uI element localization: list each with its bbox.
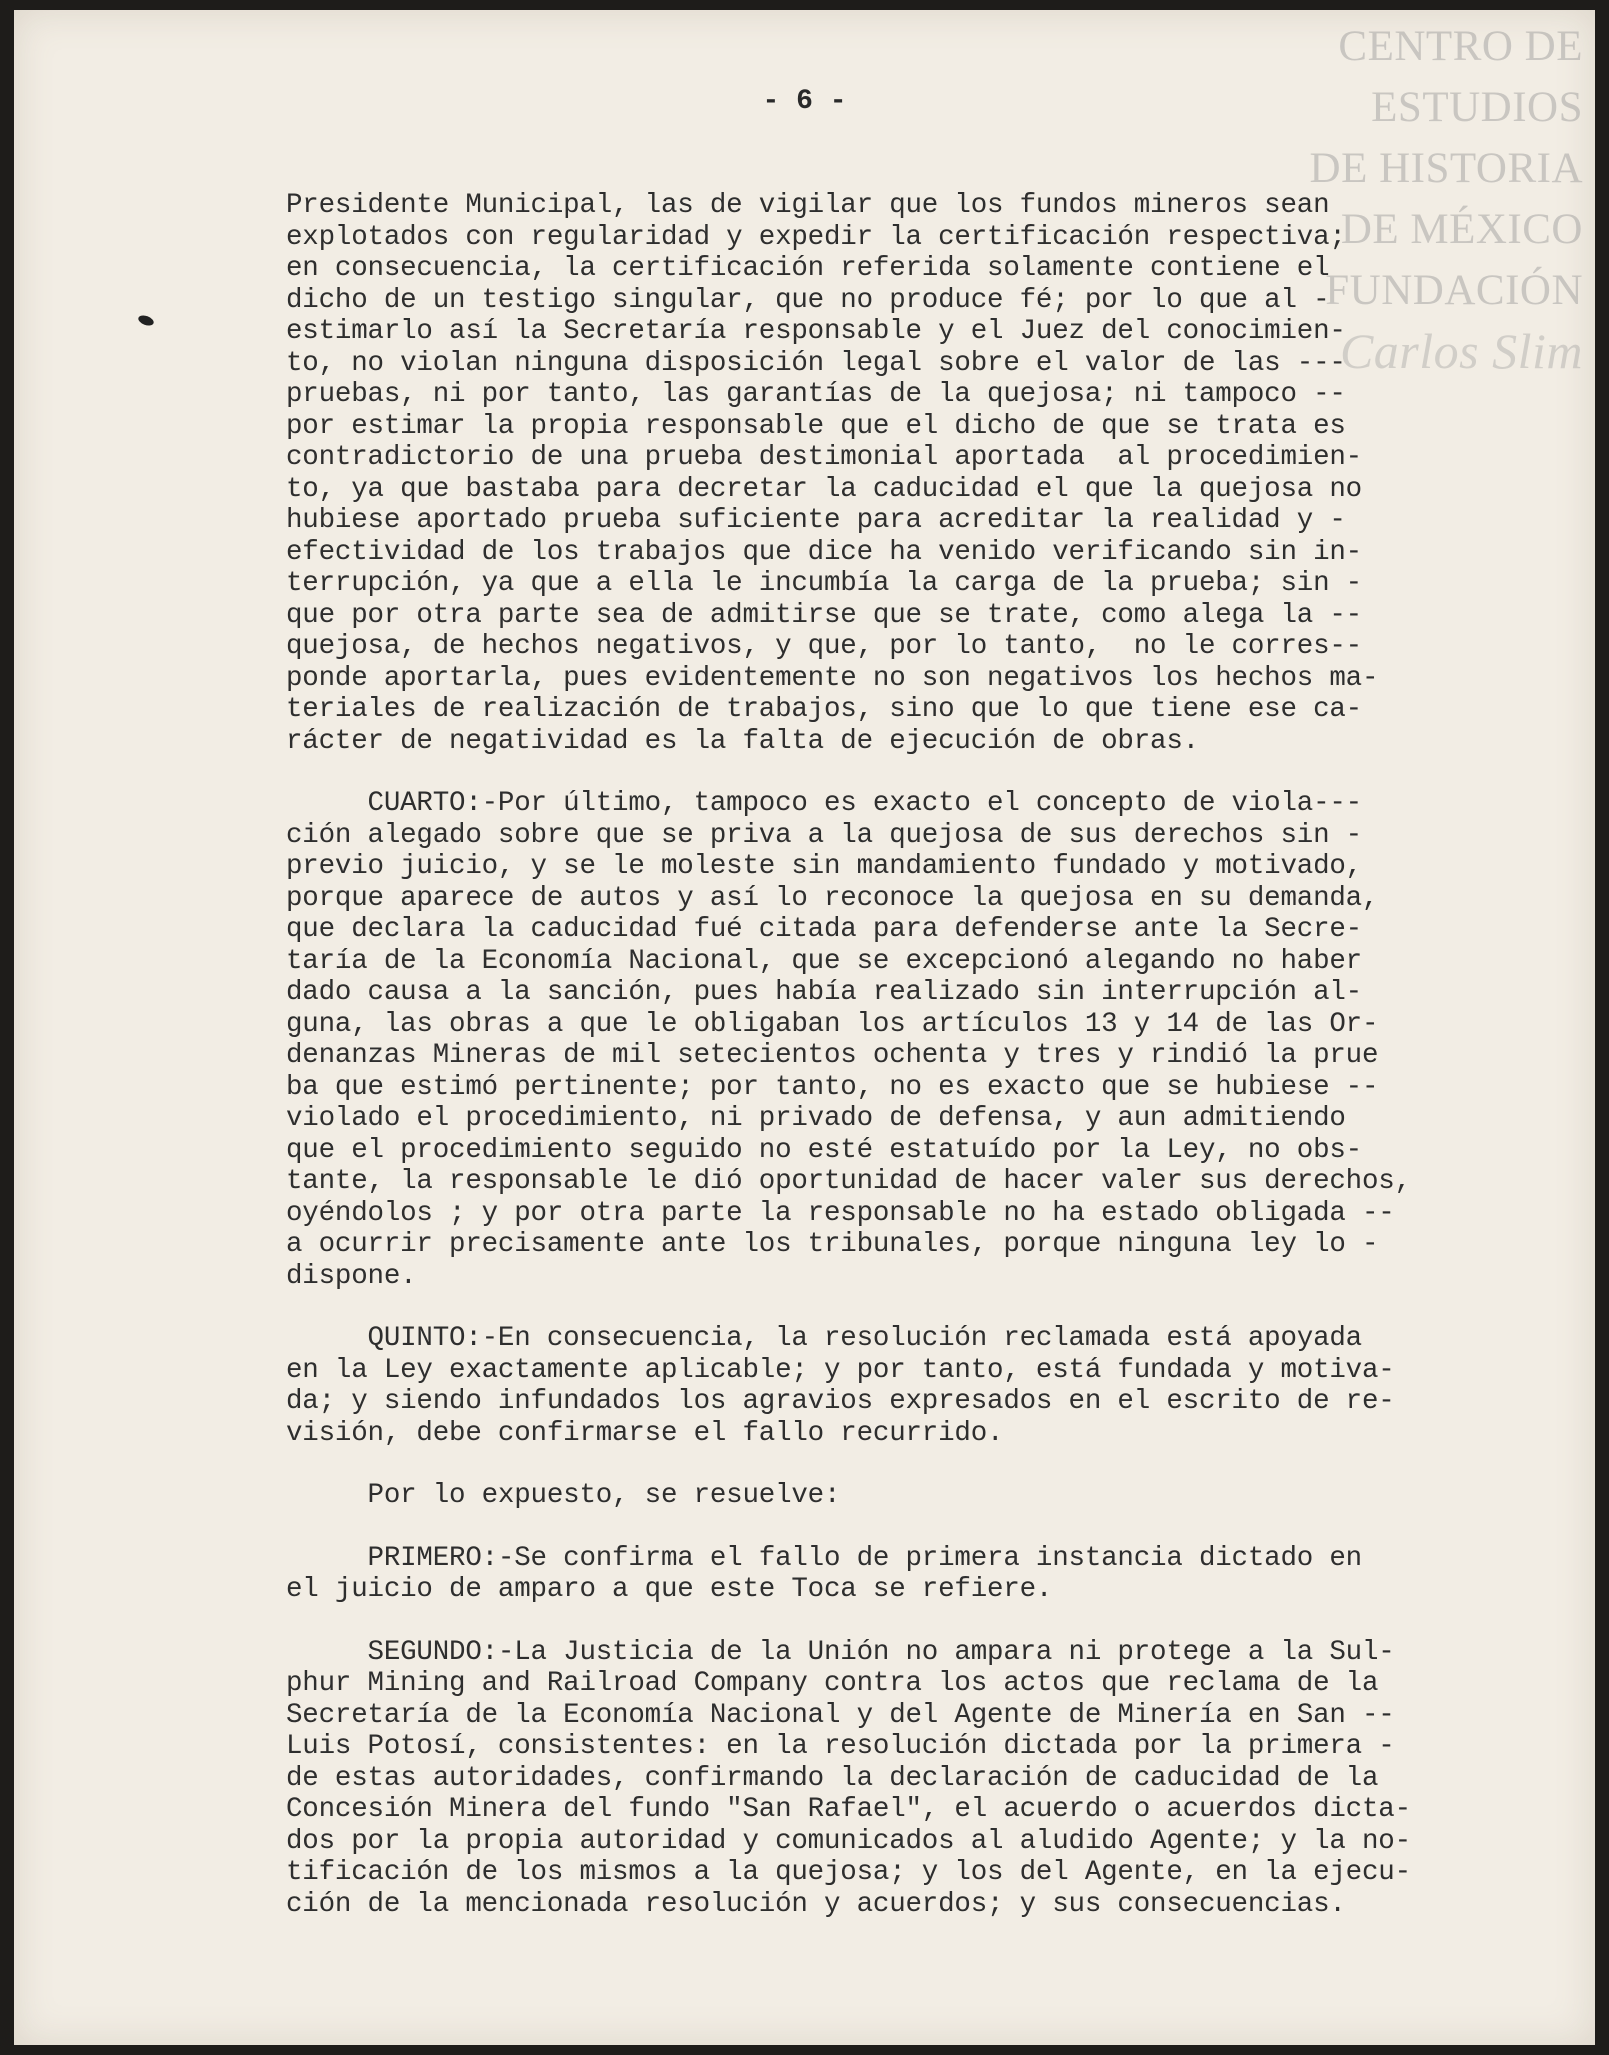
text-line: rácter de negatividad es la falta de ejecución de obras. — [286, 725, 1199, 757]
paragraph — [286, 788, 1536, 1292]
text-line: oyéndolos ; y por otra parte la responsable no ha estado obligada -- — [286, 1197, 1395, 1229]
text-line: terrupción, ya que a ella le incumbía la carga de la prueba; sin - — [286, 568, 1362, 599]
text-line: que el procedimiento seguido no esté estatuído por la Ley, no obs- — [286, 1134, 1362, 1166]
margin-ink-mark — [137, 314, 155, 328]
text-line: denanzas Mineras de mil setecientos ochenta y tres y rindió la prue — [286, 1040, 1379, 1071]
text-line: dicho de un testigo singular, que no produce fé; por lo que al - — [286, 284, 1330, 316]
paragraph — [286, 190, 1536, 757]
text-line: tante, la responsable le dió oportunidad de hacer valer sus derechos, — [286, 1166, 1411, 1197]
document-body — [286, 190, 1536, 1951]
text-line: Concesión Minera del fundo "San Rafael", el acuerdo o acuerdos dicta- — [286, 1794, 1411, 1825]
text-line: ba que estimó pertinente; por tanto, no es exacto que se hubiese -- — [286, 1071, 1379, 1103]
paragraph — [286, 1637, 1536, 1921]
text-line: estimarlo así la Secretaría responsable y el Juez del conocimien- — [286, 316, 1346, 347]
text-line: contradictorio de una prueba destimonial aportada al procedimien- — [286, 442, 1362, 473]
text-line: ción de la mencionada resolución y acuerdos; y sus consecuencias. — [286, 1888, 1346, 1920]
text-line: taría de la Economía Nacional, que se excepcionó alegando no haber — [286, 945, 1362, 977]
text-line: to, no violan ninguna disposición legal sobre el valor de las --- — [286, 347, 1346, 379]
text-line: efectividad de los trabajos que dice ha venido verificando sin in- — [286, 536, 1362, 568]
paragraph — [286, 1480, 1536, 1512]
text-line: explotados con regularidad y expedir la certificación respectiva; — [286, 221, 1346, 253]
text-line: previo juicio, y se le moleste sin mandamiento fundado y motivado, — [286, 851, 1362, 882]
text-line: que por otra parte sea de admitirse que se trate, como alega la -- — [286, 599, 1362, 631]
text-line: hubiese aportado prueba suficiente para acreditar la realidad y - — [286, 505, 1346, 536]
text-line: PRIMERO:-Se confirma el fallo de primera instancia dictado en — [286, 1542, 1362, 1574]
text-line: por estimar la propia responsable que el dicho de que se trata es — [286, 410, 1346, 442]
watermark-signature: Carlos Slim — [1339, 323, 1583, 379]
text-line: CUARTO:-Por último, tampoco es exacto el concepto de viola--- — [286, 788, 1362, 819]
watermark-line: ESTUDIOS — [1371, 84, 1583, 131]
text-line: de estas autoridades, confirmando la declaración de caducidad de la — [286, 1762, 1379, 1794]
watermark-line: FUNDACIÓN — [1325, 267, 1583, 314]
text-line: en consecuencia, la certificación referida solamente contiene el — [286, 253, 1330, 284]
text-line: Secretaría de la Economía Nacional y del Agente de Minería en San -- — [286, 1699, 1395, 1731]
text-line: tificación de los mismos a la quejosa; y los del Agente, en la ejecu- — [286, 1857, 1411, 1888]
text-line: da; y siendo infundados los agravios expresados en el escrito de re- — [286, 1386, 1395, 1417]
text-line: ción alegado sobre que se priva a la quejosa de sus derechos sin - — [286, 819, 1362, 851]
watermark-line: CENTRO DE — [1338, 23, 1583, 70]
text-line: dos por la propia autoridad y comunicados al aludido Agente; y la no- — [286, 1825, 1411, 1857]
text-line: dispone. — [286, 1260, 417, 1292]
text-line: violado el procedimiento, ni privado de defensa, y aun admitiendo — [286, 1103, 1346, 1134]
watermark-line: DE HISTORIA — [1309, 145, 1583, 192]
text-line: Luis Potosí, consistentes: en la resolución dictada por la primera - — [286, 1731, 1395, 1762]
text-line: phur Mining and Railroad Company contra los actos que reclama de la — [286, 1668, 1379, 1699]
paragraph — [286, 1323, 1536, 1449]
text-line: Presidente Municipal, las de vigilar que los fundos mineros sean — [286, 190, 1330, 221]
text-line: dado causa a la sanción, pues había realizado sin interrupción al- — [286, 977, 1362, 1008]
text-line: teriales de realización de trabajos, sino que lo que tiene ese ca- — [286, 694, 1362, 725]
document-page — [14, 10, 1595, 2045]
text-line: ponde aportarla, pues evidentemente no son negativos los hechos ma- — [286, 662, 1379, 694]
text-line: porque aparece de autos y así lo reconoce la quejosa en su demanda, — [286, 882, 1379, 914]
text-line: el juicio de amparo a que este Toca se refiere. — [286, 1574, 1053, 1605]
watermark-line: DE MÉXICO — [1340, 206, 1583, 253]
text-line: QUINTO:-En consecuencia, la resolución reclamada está apoyada — [286, 1323, 1362, 1354]
text-line: quejosa, de hechos negativos, y que, por lo tanto, no le corres-- — [286, 631, 1362, 662]
text-line: a ocurrir precisamente ante los tribunales, porque ninguna ley lo - — [286, 1229, 1379, 1260]
text-line: que declara la caducidad fué citada para defenderse ante la Secre- — [286, 914, 1362, 945]
text-line: SEGUNDO:-La Justicia de la Unión no ampara ni protege a la Sul- — [286, 1636, 1395, 1668]
text-line: guna, las obras a que le obligaban los artículos 13 y 14 de las Or- — [286, 1008, 1379, 1040]
text-line: Por lo expuesto, se resuelve: — [286, 1480, 841, 1511]
text-line: to, ya que bastaba para decretar la caducidad el que la quejosa no — [286, 473, 1362, 505]
page-number: - 6 - — [762, 86, 847, 117]
paragraph — [286, 1543, 1536, 1606]
text-line: en la Ley exactamente aplicable; y por tanto, está fundada y motiva- — [286, 1354, 1395, 1386]
text-line: pruebas, ni por tanto, las garantías de la quejosa; ni tampoco -- — [286, 379, 1346, 410]
text-line: visión, debe confirmarse el fallo recurrido. — [286, 1417, 1004, 1449]
